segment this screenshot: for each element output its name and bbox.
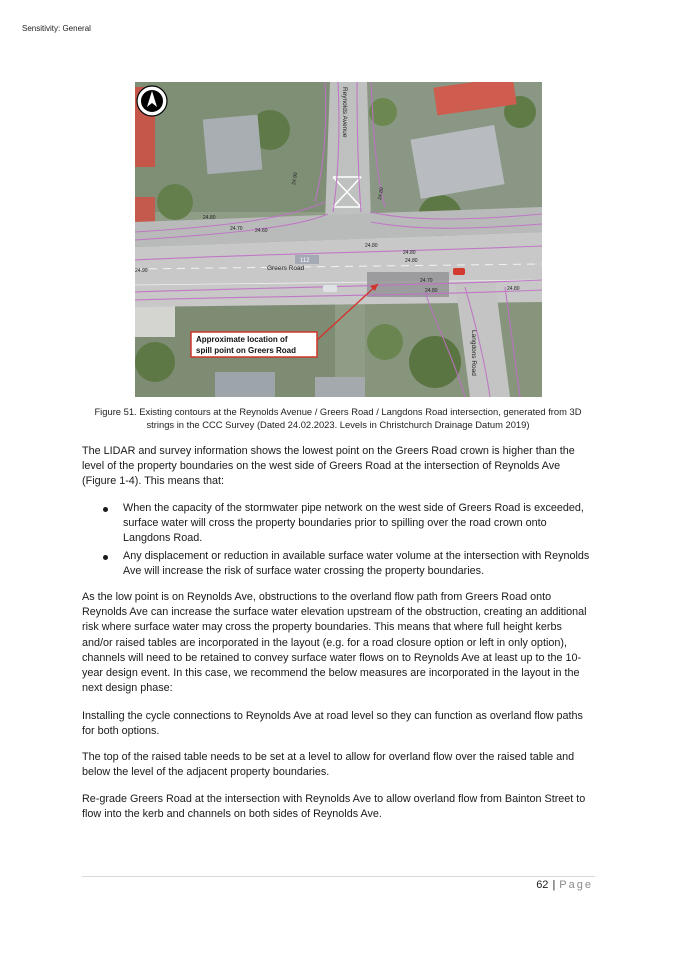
intersection-contour-map — [135, 82, 542, 397]
callout-line-2: spill point on Greers Road — [196, 346, 297, 355]
page-number: 62 | Page — [536, 879, 593, 891]
contour-label: 24.70 — [420, 278, 433, 284]
contour-label: 24.80 — [203, 215, 216, 221]
contour-label: 24.80 — [405, 258, 418, 264]
paragraph-lidar: The LIDAR and survey information shows the lowest point on the Greers Road crown is higher than the level of the property boundaries on the west side of Greers Road at the intersection of Reynolds Ave (Figure 1-4). This means that: — [82, 445, 575, 488]
contour-label: 24.80 — [507, 286, 520, 292]
contour-label: 24.80 — [377, 186, 386, 201]
paragraph-cycle-connections: Installing the cycle connections to Reynolds Ave at road level so they can function as overland flow paths for both options. — [82, 710, 583, 738]
reynolds-avenue-label: Reynolds Avenue — [341, 87, 348, 138]
figure-caption: Figure 51. Existing contours at the Reynolds Avenue / Greers Road / Langdons Road intersection, generated from 3D strings in the CCC Survey (Dated 24.02.2023. Levels in Christchurch Drainage Datum 2019) — [94, 406, 582, 430]
list-item: When the capacity of the stormwater pipe network on the west side of Greers Road is exceeded, surface water will cross the property boundaries prior to spilling over the road crown onto Langdons Road. — [100, 501, 590, 547]
contour-label: 24.80 — [365, 243, 378, 249]
paragraph-raised-table: The top of the raised table needs to be set at a level to allow for overland flow over the raised table and below the level of the adjacent property boundaries. — [82, 751, 575, 779]
contour-label: 24.90 — [291, 171, 300, 186]
contour-label: 24.70 — [230, 226, 243, 232]
contour-label: 24.90 — [135, 268, 148, 274]
sensitivity-label: Sensitivity: General — [22, 24, 91, 33]
contour-label: 24.80 — [425, 288, 438, 294]
north-arrow-icon — [137, 86, 167, 116]
callout-line-1: Approximate location of — [196, 335, 288, 344]
contour-label: 24.60 — [255, 228, 268, 234]
paragraph-regrade: Re-grade Greers Road at the intersection with Reynolds Ave to allow overland flow from Bainton Street to flow into the kerb and channels on both sides of Reynolds Ave. — [82, 793, 586, 821]
aerial-map-image — [135, 82, 542, 397]
langdons-road-label: Langdons Road — [470, 330, 477, 376]
paragraph-low-point: As the low point is on Reynolds Ave, obstructions to the overland flow path from Greers Road onto Reynolds Ave can increase the surface water elevation upstream of the obstruction, creating an additional risk where surface water may cross the property boundaries. This means that where full height kerbs and/or raised tables are incorporated in the layout (e.g. for a road closure option or left in only option), channels will need to be retained to convey surface water flows on to Reynolds Ave at least up to the 10-year design event. In this case, we recommend the below measures are incorporated in the layout in the next design phase: — [82, 591, 587, 695]
road-number-label: 112 — [300, 258, 310, 264]
consequence-list — [100, 501, 590, 581]
greers-road-label: Greers Road — [267, 265, 305, 272]
footer-divider — [82, 876, 595, 877]
contour-label: 24.80 — [403, 250, 416, 256]
list-item: Any displacement or reduction in available surface water volume at the intersection with Reynolds Ave will increase the risk of surface water crossing the property boundaries. — [100, 549, 590, 579]
